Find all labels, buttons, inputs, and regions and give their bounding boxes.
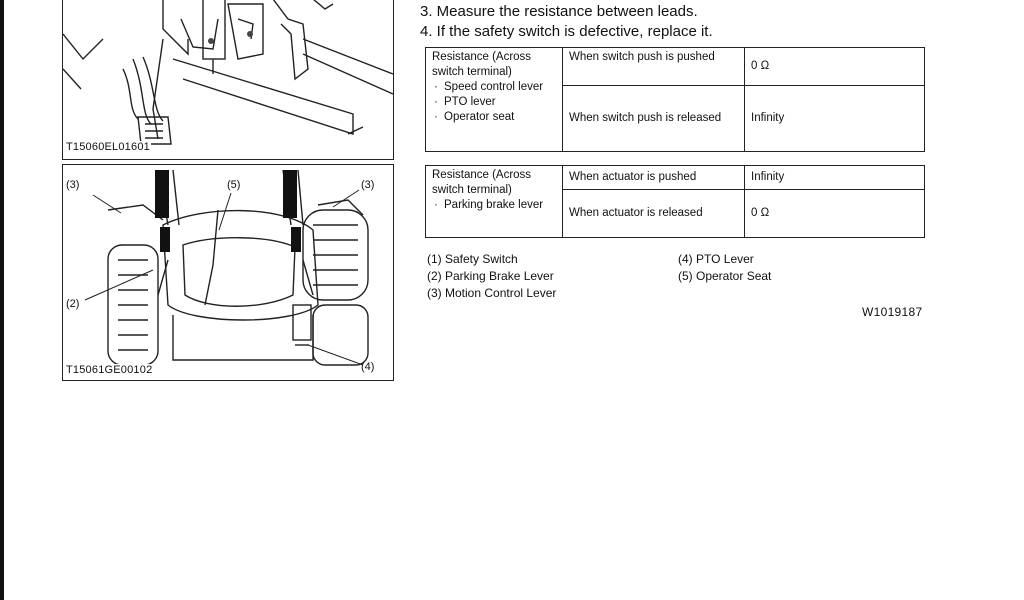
callout-2: (2) bbox=[66, 298, 80, 310]
figure-caption: T15060EL01601 bbox=[66, 141, 150, 153]
step-3: 3. Measure the resistance between leads. bbox=[420, 3, 698, 20]
table-row bbox=[426, 166, 925, 190]
switch-item-list bbox=[432, 80, 556, 125]
resistance-table-1 bbox=[425, 47, 925, 152]
condition-cell bbox=[426, 166, 563, 238]
condition-line: Resistance (Across bbox=[432, 51, 532, 63]
condition-line: switch terminal) bbox=[432, 184, 512, 196]
document-code: W1019187 bbox=[862, 305, 923, 319]
page-left-rule bbox=[0, 0, 4, 600]
table-row bbox=[426, 48, 925, 86]
condition-line: Resistance (Across bbox=[432, 169, 532, 181]
legend-item: (5) Operator Seat bbox=[678, 269, 772, 283]
value-cell: 0 Ω bbox=[745, 190, 925, 238]
condition-line: switch terminal) bbox=[432, 66, 512, 78]
resistance-table-2 bbox=[425, 165, 925, 238]
state-cell: When actuator is released bbox=[563, 190, 745, 238]
list-item: · Operator seat bbox=[432, 110, 556, 125]
legend-left bbox=[427, 251, 556, 302]
callout-4: (4) bbox=[361, 361, 375, 373]
legend-item: (1) Safety Switch bbox=[427, 252, 518, 266]
list-item: · PTO lever bbox=[432, 95, 556, 110]
list-item: · Parking brake lever bbox=[432, 198, 556, 213]
figure-mower-top-view bbox=[62, 164, 394, 381]
state-cell: When switch push is released bbox=[563, 86, 745, 152]
step-4: 4. If the safety switch is defective, replace it. bbox=[420, 23, 713, 40]
value-cell: Infinity bbox=[745, 166, 925, 190]
legend-item: (2) Parking Brake Lever bbox=[427, 269, 554, 283]
callout-3-right: (3) bbox=[361, 179, 375, 191]
list-item: · Speed control lever bbox=[432, 80, 556, 95]
value-cell: Infinity bbox=[745, 86, 925, 152]
legend-right bbox=[678, 251, 771, 285]
mower-top-view-illustration bbox=[63, 165, 393, 380]
condition-cell bbox=[426, 48, 563, 152]
figure-safety-switch-detail bbox=[62, 0, 394, 160]
safety-switch-illustration bbox=[63, 0, 393, 159]
procedure-steps bbox=[420, 2, 713, 42]
figure-caption: T15061GE00102 bbox=[66, 364, 153, 376]
callout-5: (5) bbox=[227, 179, 241, 191]
legend-item: (3) Motion Control Lever bbox=[427, 286, 557, 300]
value-cell: 0 Ω bbox=[745, 48, 925, 86]
state-cell: When switch push is pushed bbox=[563, 48, 745, 86]
legend-item: (4) PTO Lever bbox=[678, 252, 754, 266]
callout-3-left: (3) bbox=[66, 179, 80, 191]
switch-item-list bbox=[432, 198, 556, 213]
state-cell: When actuator is pushed bbox=[563, 166, 745, 190]
